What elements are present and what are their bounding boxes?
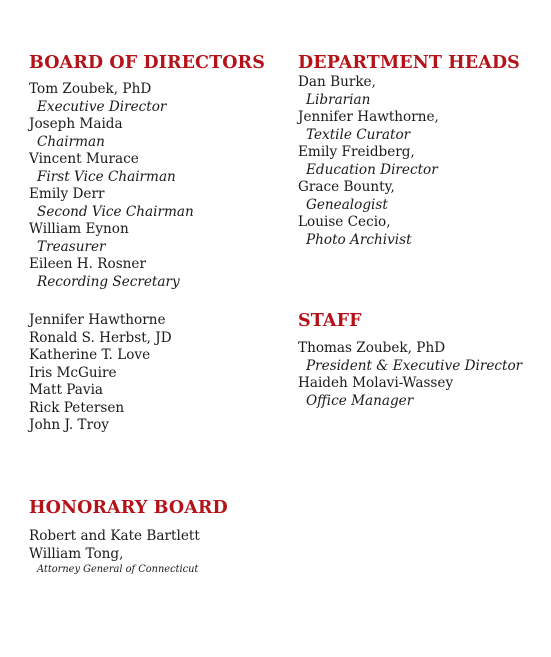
officer-role: Second Vice Chairman bbox=[37, 203, 194, 220]
department-head-role: Education Director bbox=[306, 161, 438, 178]
department-heads-heading: DEPARTMENT HEADS bbox=[298, 53, 520, 73]
officer-role: Chairman bbox=[37, 133, 105, 150]
department-heads-section bbox=[298, 53, 520, 249]
board-member: Katherine T. Love bbox=[29, 347, 151, 363]
department-head-name: Jennifer Hawthorne, bbox=[298, 109, 439, 125]
staff-entry bbox=[298, 375, 522, 410]
staff-heading: STAFF bbox=[298, 311, 362, 331]
staff-name: Thomas Zoubek, PhD bbox=[298, 340, 446, 356]
honorary-board-heading: HONORARY BOARD bbox=[29, 498, 228, 518]
officer-entry bbox=[29, 221, 265, 256]
officer-role: Treasurer bbox=[37, 238, 106, 255]
officer-name: William Eynon bbox=[29, 221, 129, 237]
department-head-role: Textile Curator bbox=[306, 126, 411, 143]
board-member: Jennifer Hawthorne bbox=[29, 312, 166, 328]
board-member: John J. Troy bbox=[29, 417, 109, 433]
officer-entry bbox=[29, 81, 265, 116]
officer-entry bbox=[29, 151, 265, 186]
board-member: Matt Pavia bbox=[29, 382, 104, 398]
officer-role: Recording Secretary bbox=[37, 273, 180, 290]
staff-entry bbox=[298, 340, 522, 375]
board-member: Ronald S. Herbst, JD bbox=[29, 329, 172, 346]
staff-role: Office Manager bbox=[306, 392, 414, 409]
officer-name: Vincent Murace bbox=[29, 151, 139, 167]
board-member: Rick Petersen bbox=[29, 399, 125, 416]
department-entry bbox=[298, 214, 520, 249]
department-head-role: Photo Archivist bbox=[306, 231, 412, 248]
officer-name: Eileen H. Rosner bbox=[29, 256, 146, 272]
department-head-name: Dan Burke, bbox=[298, 74, 376, 90]
board-of-directors-heading: BOARD OF DIRECTORS bbox=[29, 53, 265, 73]
board-members-list bbox=[29, 312, 265, 435]
board-of-directors-section bbox=[29, 53, 265, 435]
staff-section bbox=[298, 311, 522, 410]
department-entry bbox=[298, 179, 520, 214]
officer-entry bbox=[29, 186, 265, 221]
department-entry bbox=[298, 144, 520, 179]
department-head-name: Louise Cecio, bbox=[298, 214, 391, 230]
department-entry bbox=[298, 109, 520, 144]
officer-name: Tom Zoubek, PhD bbox=[29, 81, 152, 97]
officer-name: Joseph Maida bbox=[29, 116, 123, 132]
officer-role: First Vice Chairman bbox=[37, 168, 176, 185]
officer-name: Emily Derr bbox=[29, 186, 105, 202]
honorary-member-name: William Tong, bbox=[29, 545, 124, 562]
honorary-member-name: Robert and Kate Bartlett bbox=[29, 528, 200, 544]
staff-role: President & Executive Director bbox=[306, 357, 523, 374]
board-member: Iris McGuire bbox=[29, 364, 117, 381]
department-head-name: Emily Freidberg, bbox=[298, 144, 415, 160]
officer-entry bbox=[29, 256, 265, 291]
staff-name: Haideh Molavi-Wassey bbox=[298, 375, 454, 391]
officer-entry bbox=[29, 116, 265, 151]
department-head-role: Genealogist bbox=[306, 196, 388, 213]
honorary-board-section bbox=[29, 498, 228, 577]
honorary-member-role: Attorney General of Connecticut bbox=[37, 564, 199, 575]
department-head-role: Librarian bbox=[306, 91, 371, 108]
department-head-name: Grace Bounty, bbox=[298, 179, 395, 195]
department-entry bbox=[298, 74, 520, 109]
officer-role: Executive Director bbox=[37, 98, 167, 115]
